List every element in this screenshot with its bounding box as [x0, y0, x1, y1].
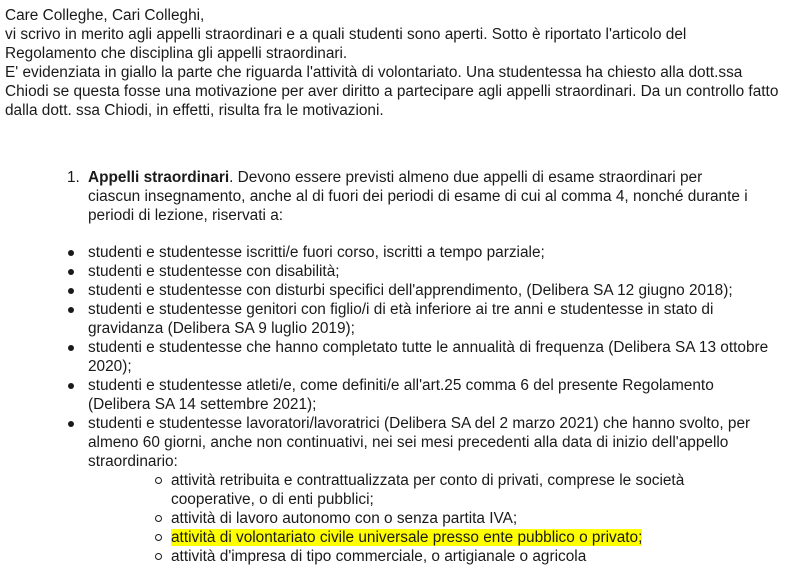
article-text: . Devono essere previsti almeno due appelli di esame straordinari per ciascun insegnamento, anche al di fuori dei periodi di esame di cui al comma 4, nonché durante i periodi di lezione, riservati a: [88, 169, 748, 224]
bullet-icon [68, 269, 74, 275]
article-item [67, 168, 757, 225]
circle-bullet-icon [155, 515, 162, 522]
highlighted-text: attività di volontariato civile universale presso ente pubblico o privato; [171, 529, 643, 546]
circle-bullet-icon [155, 477, 162, 484]
activity-sub-list [171, 471, 711, 566]
bullet-icon [68, 383, 74, 389]
article-number: 1. [67, 169, 80, 186]
bullet-icon [68, 307, 74, 313]
article-body [88, 168, 757, 225]
intro-paragraph-highlight-note: E' evidenziata in giallo la parte che riguarda l'attività di volontariato. Una studentessa ha chiesto alla dott.ssa Chiodi se questa fosse una motivazione per aver diritto a partecipare agli appelli straordinari. Da un controllo fatto dalla dott. ssa Chiodi, in effetti, risulta fra le motivazioni. [5, 64, 779, 119]
bullet-icon [68, 345, 74, 351]
sub-list-item: attività d'impresa di tipo commerciale, o artigianale o agricola [171, 547, 711, 566]
bullet-icon [68, 421, 74, 427]
list-item: studenti e studentesse con disturbi specifici dell'apprendimento, (Delibera SA 12 giugno 2018); [88, 281, 778, 300]
list-item: studenti e studentesse genitori con figlio/i di età inferiore ai tre anni e studentesse in stato di gravidanza (Delibera SA 9 luglio 2019); [88, 300, 778, 338]
bullet-icon [68, 250, 74, 256]
greeting: Care Colleghe, Cari Colleghi, [5, 7, 205, 24]
email-intro [5, 6, 780, 120]
intro-paragraph: vi scrivo in merito agli appelli straordinari e a quali studenti sono aperti. Sotto è riportato l'articolo del Regolamento che disciplina gli appelli straordinari. [5, 26, 687, 62]
list-item: studenti e studentesse che hanno completato tutte le annualità di frequenza (Delibera SA 13 ottobre 2020); [88, 338, 778, 376]
article-title: Appelli straordinari [88, 169, 230, 186]
list-item: studenti e studentesse iscritti/e fuori corso, iscritti a tempo parziale; [88, 243, 778, 262]
bullet-icon [68, 288, 74, 294]
sub-list-item: attività retribuita e contrattualizzata per conto di privati, comprese le società cooperative, o di enti pubblici; [171, 471, 711, 509]
circle-bullet-icon [155, 553, 162, 560]
list-item: studenti e studentesse lavoratori/lavoratrici (Delibera SA del 2 marzo 2021) che hanno svolto, per almeno 60 giorni, anche non continuativi, nei sei mesi precedenti alla data di inizio dell'appello straordinario: attività retribuita e contrattualizzata per conto di privati, comprese le società cooperative, o di enti pubblici; attività di lavoro autonomo con o senza partita IVA; attività di volontariato civile universale presso ente pubblico o privato; attività d'impresa di tipo commerciale, o artigianale o agricola [88, 414, 778, 566]
eligible-students-list [88, 243, 778, 566]
sub-list-item-highlighted [171, 528, 711, 547]
list-item: studenti e studentesse con disabilità; [88, 262, 778, 281]
list-item: studenti e studentesse atleti/e, come definiti/e all'art.25 comma 6 del presente Regolamento (Delibera SA 14 settembre 2021); [88, 376, 778, 414]
sub-list-item: attività di lavoro autonomo con o senza partita IVA; [171, 509, 711, 528]
circle-bullet-icon [155, 534, 162, 541]
